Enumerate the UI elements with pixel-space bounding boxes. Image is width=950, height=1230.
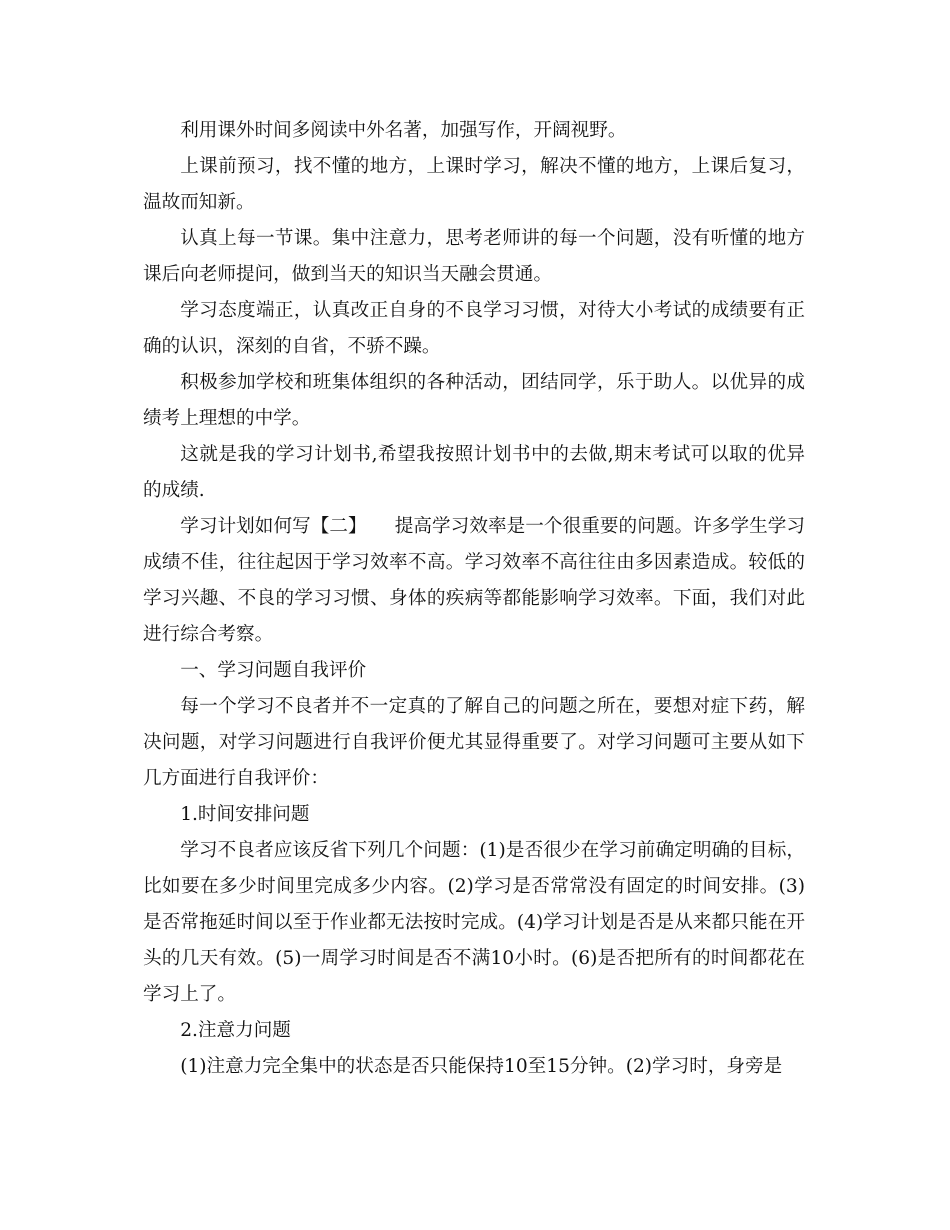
paragraph-self-evaluation: 每一个学习不良者并不一定真的了解自己的问题之所在，要想对症下药，解决问题，对学习问题进行自我评价便尤其显得重要了。对学习问题可主要从如下几方面进行自我评价： [143, 696, 805, 789]
paragraph-attend-class: 认真上每一节课。集中注意力，思考老师讲的每一个问题，没有听懂的地方课后向老师提问，做到当天的知识当天融会贯通。 [143, 228, 805, 285]
paragraph-activities: 积极参加学校和班集体组织的各种活动，团结同学，乐于助人。以优异的成绩考上理想的中学。 [143, 372, 805, 429]
heading-self-evaluation: 一、学习问题自我评价 [180, 660, 367, 681]
heading-time-arrangement: 1.时间安排问题 [180, 804, 310, 825]
document-body [143, 113, 805, 1085]
paragraph-conclusion: 这就是我的学习计划书,希望我按照计划书中的去做,期末考试可以取的优异的成绩. [143, 444, 805, 501]
paragraph-section-two-intro: 学习计划如何写【二】 提高学习效率是一个很重要的问题。许多学生学习成绩不佳，往往起因于学习效率不高。学习效率不高往往由多因素造成。较低的学习兴趣、不良的学习习惯、身体的疾病等都能影响学习效率。下面，我们对此进行综合考察。 [143, 516, 805, 645]
paragraph-time-questions: 学习不良者应该反省下列几个问题：(1)是否很少在学习前确定明确的目标，比如要在多少时间里完成多少内容。(2)学习是否常常没有固定的时间安排。(3)是否常拖延时间以至于作业都无法按时完成。(4)学习计划是否是从来都只能在开头的几天有效。(5)一周学习时间是否不满10小时。(6)是否把所有的时间都花在学习上了。 [143, 840, 805, 1005]
heading-attention: 2.注意力问题 [180, 1020, 291, 1041]
paragraph-reading-plan: 利用课外时间多阅读中外名著，加强写作，开阔视野。 [180, 120, 627, 141]
paragraph-preview-review: 上课前预习，找不懂的地方，上课时学习，解决不懂的地方，上课后复习，温故而知新。 [143, 156, 805, 213]
paragraph-attention-questions: (1)注意力完全集中的状态是否只能保持10至15分钟。(2)学习时，身旁是 [180, 1056, 783, 1077]
paragraph-study-attitude: 学习态度端正，认真改正自身的不良学习习惯，对待大小考试的成绩要有正确的认识，深刻的自省，不骄不躁。 [143, 300, 805, 357]
